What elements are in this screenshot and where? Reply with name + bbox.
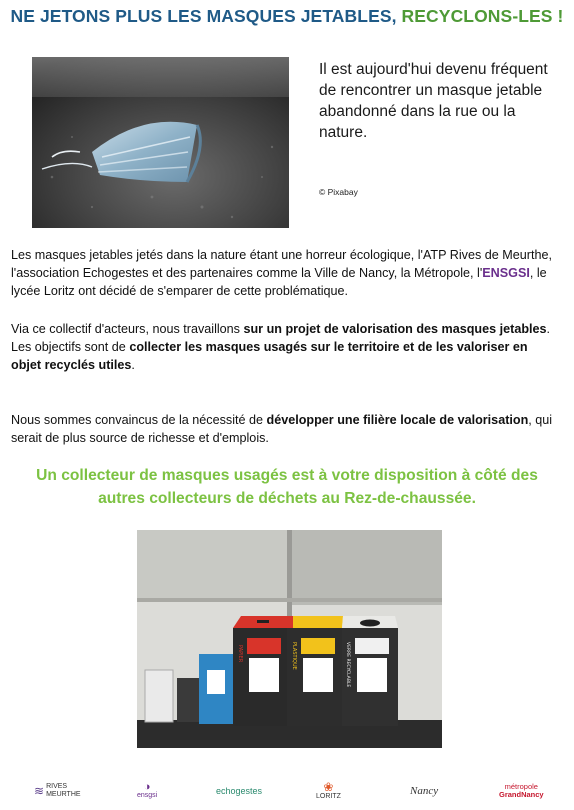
partner-logos (0, 778, 574, 804)
ensgsi-logo (137, 778, 157, 804)
callout-line-2: autres collecteurs de déchets au Rez-de-chaussée. (98, 490, 476, 507)
paragraph-objectives-text-a: Les objectifs sont de (11, 339, 130, 354)
rives-meurthe-icon: ≋ (34, 784, 45, 798)
echogestes-logo-text: echogestes (216, 786, 263, 796)
echogestes-logo (216, 778, 262, 804)
rives-logo-line-2: MEURTHE (46, 791, 81, 798)
rives-logo-line-1: RIVES (46, 783, 68, 790)
paragraph-project-bold: sur un projet de valorisation des masques jetables (243, 322, 547, 336)
ensgsi-icon: ◑ (143, 781, 151, 793)
metropole-logo-line-1: métropole (504, 782, 538, 791)
title-part-1: NE JETONS PLUS LES MASQUES JETABLES, (10, 6, 402, 26)
title-part-2: RECYCLONS-LES ! (401, 6, 564, 26)
paragraph-local-bold: développer une filière locale de valorisation (266, 413, 529, 427)
loritz-logo-text: LORITZ (316, 792, 341, 800)
paragraph-partners-text-b: , le lycée Loritz ont décidé de s'emparer de cette problématique. (11, 265, 547, 298)
paragraph-project-text-b: . (546, 322, 551, 336)
ensgsi-name: ENSGSI (482, 265, 530, 280)
mask-photo (32, 57, 289, 228)
paragraph-partners-text-a: Les masques jetables jetés dans la nature étant une horreur écologique, l'ATP Rives de Meurthe, l'association Echogestes et des partenaires comme la Ville de Nancy, la Métropole, l' (11, 248, 552, 280)
bin-label-glass: VERRE RECYCLABLE (345, 642, 350, 688)
nancy-logo-text: Nancy (410, 785, 439, 797)
paragraph-partners (11, 247, 559, 300)
nancy-logo (410, 778, 438, 804)
paragraph-project-text-a: Via ce collectif d'acteurs, nous travaillons (11, 322, 244, 336)
callout-line-1: Un collecteur de masques usagés est à votre disposition à côté des (36, 467, 538, 484)
metropole-logo (499, 778, 544, 804)
metropole-logo-line-2: GrandNancy (499, 790, 544, 799)
loritz-logo (316, 778, 341, 804)
paragraph-local-text-b: , qui serait de plus source de richesse et d'emplois. (11, 413, 553, 445)
bin-label-paper: PAPIER (237, 645, 243, 663)
paragraph-objectives-text-b: . (131, 357, 135, 372)
page-title (0, 6, 574, 27)
intro-text: Il est aujourd'hui devenu fréquent de rencontrer un masque jetable abandonné dans la rue ou la nature. (319, 61, 548, 141)
collector-callout (0, 464, 574, 510)
paragraph-project (11, 321, 559, 374)
collector-bins-photo (137, 530, 442, 748)
loritz-icon: ❀ (323, 779, 334, 794)
photo-credit: © Pixabay (319, 187, 358, 197)
rives-meurthe-logo (34, 778, 81, 804)
ensgsi-logo-text: ensgsi (137, 792, 158, 799)
paragraph-objectives-bold: collecter les masques usagés sur le territoire et de les valoriser en objet recyclés utiles (11, 339, 528, 372)
bin-label-plastic: PLASTIQUE (291, 642, 297, 670)
paragraph-local-text-a: Nous sommes convaincus de la nécessité de (11, 413, 267, 427)
paragraph-local-sector (11, 412, 559, 448)
